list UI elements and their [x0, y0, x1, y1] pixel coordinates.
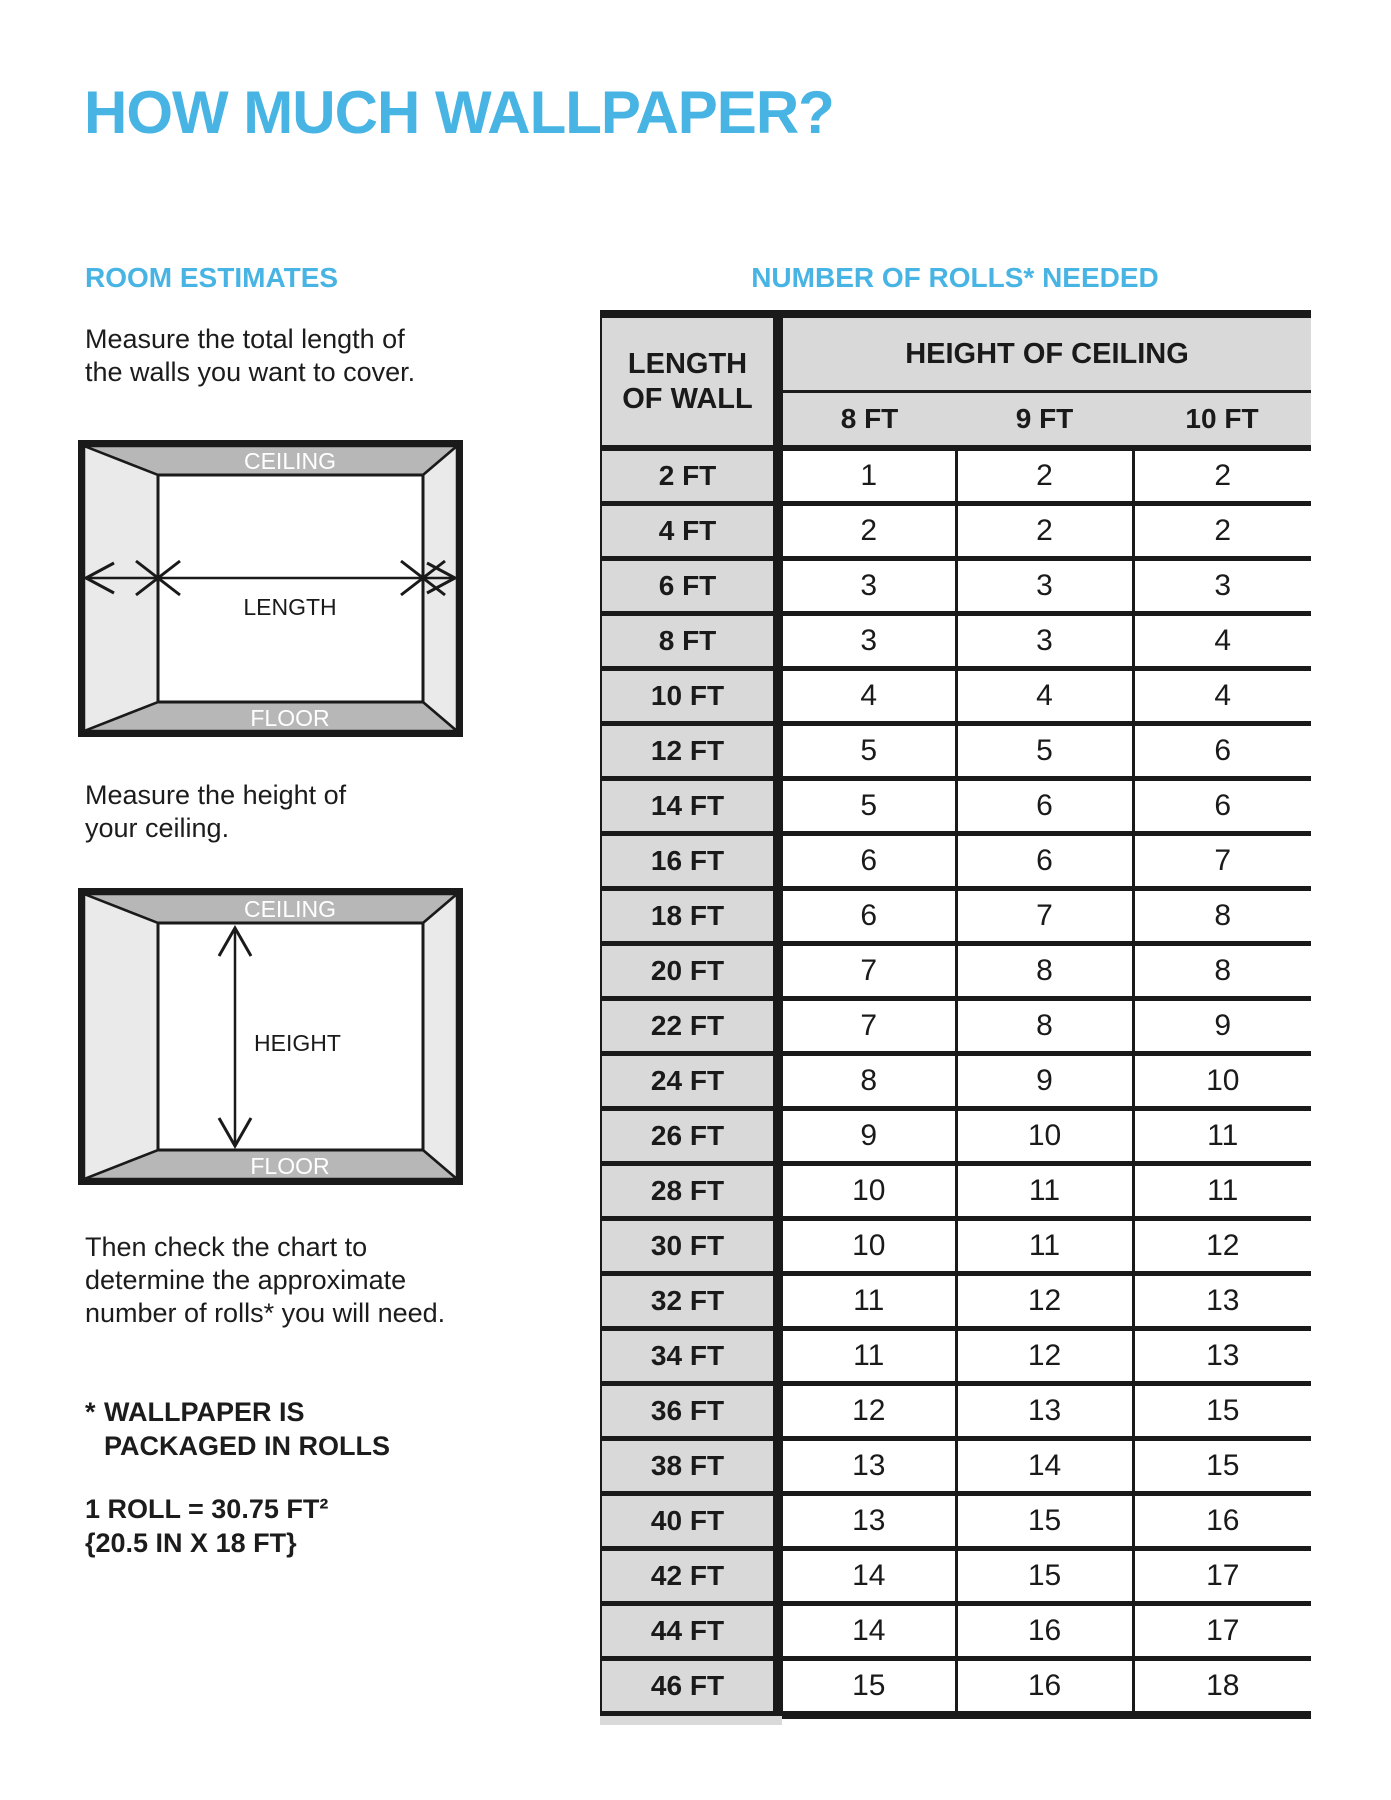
roll-size-info — [85, 1492, 328, 1560]
col-header-line: OF WALL — [622, 382, 753, 415]
instruction-line: the walls you want to cover. — [85, 357, 416, 387]
row-label-length: 14 FT — [601, 779, 778, 834]
roll-count-cell: 15 — [1133, 1384, 1311, 1439]
roll-count-cell: 6 — [956, 834, 1133, 889]
roll-count-cell: 6 — [778, 834, 956, 889]
height-measure-label: HEIGHT — [254, 1030, 341, 1056]
roll-count-cell: 7 — [1133, 834, 1311, 889]
roll-count-cell: 6 — [778, 889, 956, 944]
roll-count-cell: 4 — [1133, 614, 1311, 669]
roll-count-cell: 15 — [1133, 1439, 1311, 1494]
col-header-9ft: 9 FT — [956, 392, 1133, 449]
roll-count-cell: 14 — [778, 1604, 956, 1659]
roll-count-cell: 3 — [1133, 559, 1311, 614]
roll-count-cell: 17 — [1133, 1604, 1311, 1659]
roll-size-line: {20.5 IN X 18 FT} — [85, 1528, 297, 1558]
roll-count-cell: 12 — [1133, 1219, 1311, 1274]
roll-count-cell: 12 — [778, 1384, 956, 1439]
row-label-length: 18 FT — [601, 889, 778, 944]
ceiling-label: CEILING — [243, 896, 337, 922]
roll-size-line: 1 ROLL = 30.75 FT² — [85, 1494, 329, 1524]
roll-count-cell: 3 — [956, 614, 1133, 669]
table-row — [601, 889, 1311, 944]
footnote-asterisk: * — [85, 1397, 96, 1427]
instruction-line: determine the approximate — [85, 1265, 407, 1295]
roll-count-cell: 11 — [778, 1329, 956, 1384]
roll-count-cell: 3 — [778, 559, 956, 614]
table-row — [601, 1439, 1311, 1494]
instruction-line: Then check the chart to — [85, 1232, 368, 1262]
floor-label: FLOOR — [250, 1153, 330, 1179]
roll-count-cell: 7 — [778, 999, 956, 1054]
roll-count-cell: 8 — [956, 944, 1133, 999]
col-header-length-of-wall — [601, 314, 778, 448]
row-label-length: 26 FT — [601, 1109, 778, 1164]
row-label-length: 24 FT — [601, 1054, 778, 1109]
roll-count-cell: 11 — [956, 1219, 1133, 1274]
instruction-line: Measure the total length of — [85, 324, 405, 354]
roll-count-cell: 18 — [1133, 1659, 1311, 1716]
ceiling-label: CEILING — [243, 448, 337, 474]
roll-count-cell: 7 — [778, 944, 956, 999]
roll-count-cell: 10 — [956, 1109, 1133, 1164]
roll-count-cell: 4 — [1133, 669, 1311, 724]
roll-count-cell: 14 — [956, 1439, 1133, 1494]
table-row — [601, 1549, 1311, 1604]
table-row — [601, 504, 1311, 559]
roll-count-cell: 5 — [778, 779, 956, 834]
page-title: HOW MUCH WALLPAPER? — [84, 79, 834, 146]
roll-count-cell: 2 — [1133, 504, 1311, 559]
row-label-length: 22 FT — [601, 999, 778, 1054]
roll-count-cell: 15 — [778, 1659, 956, 1716]
instruction-line: Measure the height of — [85, 780, 347, 810]
table-row — [601, 724, 1311, 779]
left-wall-surface — [84, 894, 158, 1179]
footnote-line: PACKAGED IN ROLLS — [104, 1431, 391, 1461]
roll-count-cell: 1 — [778, 448, 956, 504]
room-estimates-heading: ROOM ESTIMATES — [85, 262, 339, 293]
back-wall-surface — [158, 475, 423, 702]
table-row — [601, 1109, 1311, 1164]
room-length-diagram — [78, 440, 463, 737]
table-row — [601, 999, 1311, 1054]
roll-count-cell: 4 — [956, 669, 1133, 724]
table-row — [601, 944, 1311, 999]
roll-count-cell: 17 — [1133, 1549, 1311, 1604]
roll-count-cell: 8 — [1133, 944, 1311, 999]
row-label-length: 30 FT — [601, 1219, 778, 1274]
table-row — [601, 1384, 1311, 1439]
row-label-length: 20 FT — [601, 944, 778, 999]
roll-count-cell: 10 — [1133, 1054, 1311, 1109]
roll-count-cell: 2 — [956, 448, 1133, 504]
row-label-length: 34 FT — [601, 1329, 778, 1384]
roll-count-cell: 3 — [778, 614, 956, 669]
roll-count-cell: 5 — [778, 724, 956, 779]
table-row — [601, 779, 1311, 834]
roll-count-cell: 13 — [778, 1494, 956, 1549]
table-row — [601, 448, 1311, 504]
table-row — [601, 1054, 1311, 1109]
col-header-line: LENGTH — [627, 347, 748, 380]
rolls-table-body — [601, 448, 1311, 1715]
roll-count-cell: 16 — [956, 1604, 1133, 1659]
table-row — [601, 1274, 1311, 1329]
rolls-needed-table — [600, 310, 1311, 1719]
roll-count-cell: 13 — [1133, 1274, 1311, 1329]
roll-count-cell: 8 — [1133, 889, 1311, 944]
left-wall-surface — [84, 446, 158, 731]
footnote-line: WALLPAPER IS — [104, 1397, 305, 1427]
roll-count-cell: 7 — [956, 889, 1133, 944]
roll-count-cell: 10 — [778, 1164, 956, 1219]
row-label-length: 42 FT — [601, 1549, 778, 1604]
roll-count-cell: 8 — [778, 1054, 956, 1109]
roll-count-cell: 11 — [778, 1274, 956, 1329]
table-shadow — [600, 1716, 782, 1725]
roll-count-cell: 9 — [778, 1109, 956, 1164]
row-label-length: 4 FT — [601, 504, 778, 559]
roll-count-cell: 2 — [1133, 448, 1311, 504]
row-label-length: 32 FT — [601, 1274, 778, 1329]
group-header-height-of-ceiling: HEIGHT OF CEILING — [778, 314, 1311, 392]
roll-count-cell: 12 — [956, 1274, 1133, 1329]
roll-count-cell: 11 — [1133, 1164, 1311, 1219]
roll-count-cell: 13 — [956, 1384, 1133, 1439]
roll-count-cell: 9 — [1133, 999, 1311, 1054]
row-label-length: 46 FT — [601, 1659, 778, 1716]
table-row — [601, 669, 1311, 724]
roll-count-cell: 3 — [956, 559, 1133, 614]
roll-count-cell: 16 — [1133, 1494, 1311, 1549]
row-label-length: 28 FT — [601, 1164, 778, 1219]
table-row — [601, 1219, 1311, 1274]
row-label-length: 16 FT — [601, 834, 778, 889]
roll-count-cell: 15 — [956, 1494, 1133, 1549]
roll-count-cell: 9 — [956, 1054, 1133, 1109]
floor-label: FLOOR — [250, 705, 330, 731]
roll-count-cell: 4 — [778, 669, 956, 724]
roll-count-cell: 12 — [956, 1329, 1133, 1384]
roll-count-cell: 10 — [778, 1219, 956, 1274]
roll-count-cell: 13 — [1133, 1329, 1311, 1384]
instruction-measure-length — [85, 323, 415, 389]
roll-count-cell: 11 — [1133, 1109, 1311, 1164]
row-label-length: 6 FT — [601, 559, 778, 614]
table-row — [601, 614, 1311, 669]
row-label-length: 8 FT — [601, 614, 778, 669]
roll-count-cell: 13 — [778, 1439, 956, 1494]
instruction-measure-height — [85, 779, 346, 845]
row-label-length: 38 FT — [601, 1439, 778, 1494]
instruction-line: number of rolls* you will need. — [85, 1298, 446, 1328]
row-label-length: 12 FT — [601, 724, 778, 779]
col-header-8ft: 8 FT — [778, 392, 956, 449]
roll-count-cell: 2 — [956, 504, 1133, 559]
roll-count-cell: 6 — [1133, 779, 1311, 834]
instruction-line: your ceiling. — [85, 813, 230, 843]
roll-count-cell: 5 — [956, 724, 1133, 779]
roll-count-cell: 6 — [1133, 724, 1311, 779]
roll-count-cell: 8 — [956, 999, 1133, 1054]
table-row — [601, 1329, 1311, 1384]
right-wall-surface — [423, 894, 457, 1179]
room-height-diagram — [78, 888, 463, 1185]
rolls-table-heading: NUMBER OF ROLLS* NEEDED — [751, 262, 1159, 293]
length-measure-label: LENGTH — [243, 594, 337, 620]
table-row — [601, 1494, 1311, 1549]
table-row — [601, 1604, 1311, 1659]
right-wall-surface — [423, 446, 457, 731]
roll-count-cell: 15 — [956, 1549, 1133, 1604]
row-label-length: 40 FT — [601, 1494, 778, 1549]
wallpaper-rolls-footnote — [85, 1395, 390, 1463]
table-row — [601, 1659, 1311, 1716]
col-header-10ft: 10 FT — [1133, 392, 1311, 449]
row-label-length: 10 FT — [601, 669, 778, 724]
row-label-length: 44 FT — [601, 1604, 778, 1659]
table-row — [601, 559, 1311, 614]
table-row — [601, 834, 1311, 889]
roll-count-cell: 11 — [956, 1164, 1133, 1219]
roll-count-cell: 14 — [778, 1549, 956, 1604]
table-row — [601, 1164, 1311, 1219]
instruction-check-chart — [85, 1231, 445, 1330]
row-label-length: 36 FT — [601, 1384, 778, 1439]
row-label-length: 2 FT — [601, 448, 778, 504]
roll-count-cell: 2 — [778, 504, 956, 559]
roll-count-cell: 6 — [956, 779, 1133, 834]
roll-count-cell: 16 — [956, 1659, 1133, 1716]
